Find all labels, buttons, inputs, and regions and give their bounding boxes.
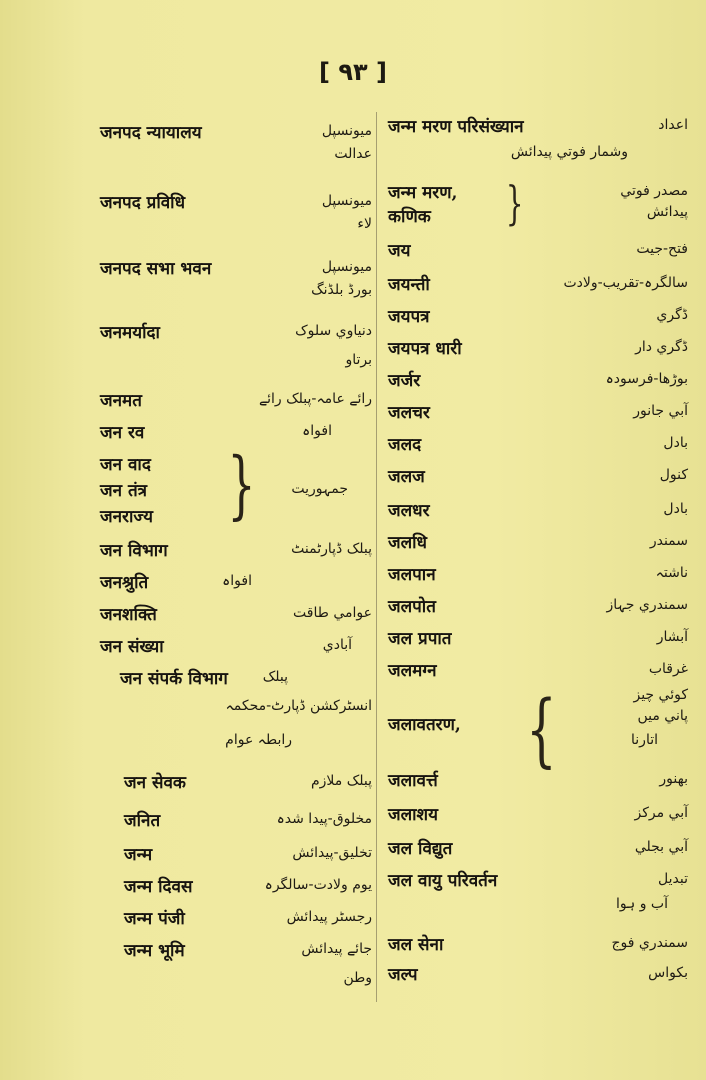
hindi-term: जनमर्यादा	[100, 323, 160, 343]
urdu-meaning: سمندر	[649, 533, 688, 549]
urdu-meaning: پبلک ملازم	[310, 773, 372, 789]
urdu-meaning: يوم ولادت-سالگرہ	[264, 877, 372, 893]
urdu-meaning: پبلک ڈپارٹمنٹ	[291, 541, 372, 557]
urdu-meaning-cont: اتارنا	[631, 732, 658, 748]
hindi-term: जनित	[124, 811, 161, 831]
urdu-meaning-cont: لاء	[357, 216, 372, 232]
urdu-meaning: بھنور	[659, 771, 688, 787]
urdu-meaning: ميونسپل	[321, 123, 372, 139]
urdu-meaning: آبادي	[322, 637, 352, 653]
urdu-meaning: کوئي چيز	[633, 687, 688, 703]
urdu-meaning: بادل	[663, 501, 688, 517]
urdu-meaning: جمہوريت	[291, 481, 348, 497]
hindi-term: जन रव	[100, 423, 145, 443]
hindi-term: जयपत्र	[388, 307, 430, 327]
hindi-term: जनराज्य	[100, 507, 153, 527]
urdu-meaning: رائے عامہ-پبلک رائے	[258, 391, 372, 407]
urdu-meaning: کنول	[659, 467, 688, 483]
hindi-term: जन्म दिवस	[124, 877, 193, 897]
urdu-meaning: سمندري جہاز	[606, 597, 688, 613]
hindi-term: जलधर	[388, 501, 430, 521]
hindi-term: जन्म पंजी	[124, 909, 185, 929]
hindi-term: जलपोत	[388, 597, 436, 617]
urdu-meaning: ميونسپل	[321, 259, 372, 275]
hindi-term: जन्म मरण,	[388, 183, 458, 203]
hindi-term: जन तंत्र	[100, 481, 148, 501]
hindi-term: जलद	[388, 435, 422, 455]
urdu-meaning-cont: وشمار فوتي پيدائش	[510, 144, 628, 160]
urdu-meaning-cont: پاني ميں	[637, 708, 688, 724]
hindi-term: जन संपर्क विभाग	[120, 669, 228, 689]
urdu-meaning: مخلوق-پيدا شدہ	[276, 811, 372, 827]
urdu-meaning-cont: رابطہ عوام	[225, 732, 292, 748]
hindi-term: जय	[388, 241, 411, 261]
urdu-meaning: غرقاب	[648, 661, 688, 677]
urdu-meaning-cont: برتاو	[345, 352, 372, 368]
urdu-meaning: آبي جانور	[633, 403, 688, 419]
brace-icon: {	[526, 683, 557, 776]
urdu-meaning: دنياوي سلوک	[295, 323, 372, 339]
brace-icon: }	[505, 176, 524, 230]
hindi-term: जलचर	[388, 403, 430, 423]
urdu-meaning: پبلک	[262, 669, 288, 685]
hindi-term: जल सेना	[388, 935, 444, 955]
hindi-term: जलमग्न	[388, 661, 437, 681]
urdu-meaning: آبي مرکز	[634, 805, 688, 821]
urdu-meaning-cont: بورڈ بلڈنگ	[311, 282, 372, 298]
urdu-meaning: اعداد	[658, 117, 688, 133]
hindi-term: जन विभाग	[100, 541, 168, 561]
urdu-meaning: ميونسپل	[321, 193, 372, 209]
hindi-term: जन्म भूमि	[124, 941, 185, 961]
hindi-term: जलावर्त्त	[388, 771, 438, 791]
urdu-meaning-cont: پيدائش	[646, 204, 688, 220]
hindi-term: जर्जर	[388, 371, 421, 391]
urdu-meaning: جائے پيدائش	[301, 941, 372, 957]
urdu-meaning: آبشار	[656, 629, 688, 645]
urdu-meaning: افواہ	[222, 573, 252, 589]
urdu-meaning: ڈگري	[656, 307, 688, 323]
hindi-term: जयपत्र धारी	[388, 339, 462, 359]
hindi-term: जन्म मरण परिसंख्यान	[388, 117, 524, 137]
hindi-term: जलपान	[388, 565, 436, 585]
urdu-meaning-cont: عدالت	[334, 146, 372, 162]
urdu-meaning: سمندري فوج	[611, 935, 688, 951]
urdu-meaning: سالگرہ-تقريب-ولادت	[563, 275, 688, 291]
urdu-meaning: بادل	[663, 435, 688, 451]
hindi-term: जन संख्या	[100, 637, 164, 657]
hindi-term: जयन्ती	[388, 275, 430, 295]
hindi-term-cont: कणिक	[388, 207, 431, 227]
hindi-term: जल प्रपात	[388, 629, 452, 649]
urdu-meaning: آبي بجلي	[634, 839, 688, 855]
urdu-meaning-cont: آب و ہوا	[615, 896, 668, 912]
hindi-term: जलावतरण,	[388, 715, 461, 735]
hindi-term: जनपद सभा भवन	[100, 259, 212, 279]
hindi-term: जनशक्ति	[100, 605, 157, 625]
hindi-term: जल्प	[388, 965, 418, 985]
urdu-meaning: عوامي طاقت	[293, 605, 372, 621]
urdu-meaning: بکواس	[648, 965, 688, 981]
hindi-term: जलज	[388, 467, 425, 487]
brace-icon: }	[227, 442, 256, 528]
column-divider	[376, 112, 377, 1002]
hindi-term: जलाशय	[388, 805, 438, 825]
hindi-term: जल वायु परिवर्तन	[388, 871, 498, 891]
hindi-term: जल विद्युत	[388, 839, 453, 859]
hindi-term: जन्म	[124, 845, 153, 865]
hindi-term: जन सेवक	[124, 773, 186, 793]
hindi-term: जन वाद	[100, 455, 151, 475]
urdu-meaning: تبديل	[658, 871, 688, 887]
hindi-term: जनमत	[100, 391, 142, 411]
hindi-term: जलधि	[388, 533, 427, 553]
hindi-term: जनश्रुति	[100, 573, 149, 593]
page-number: [ ۹۳ ]	[319, 58, 387, 86]
hindi-term: जनपद प्रविधि	[100, 193, 186, 213]
urdu-meaning: ناشتہ	[655, 565, 688, 581]
urdu-meaning: بوڑھا-فرسودہ	[605, 371, 688, 387]
urdu-meaning: تخليق-پيدائش	[292, 845, 372, 861]
urdu-meaning: مصدر فوتي	[620, 183, 688, 199]
urdu-meaning: ڈگري دار	[635, 339, 688, 355]
urdu-meaning-cont: وطن	[343, 970, 372, 986]
urdu-meaning-cont: انسٹرکشن ڈپارٹ-محکمہ	[225, 698, 372, 714]
urdu-meaning: رجسٹر پيدائش	[286, 909, 372, 925]
hindi-term: जनपद न्यायालय	[100, 123, 202, 143]
urdu-meaning: فتح-جيت	[636, 241, 688, 257]
urdu-meaning: افواہ	[302, 423, 332, 439]
